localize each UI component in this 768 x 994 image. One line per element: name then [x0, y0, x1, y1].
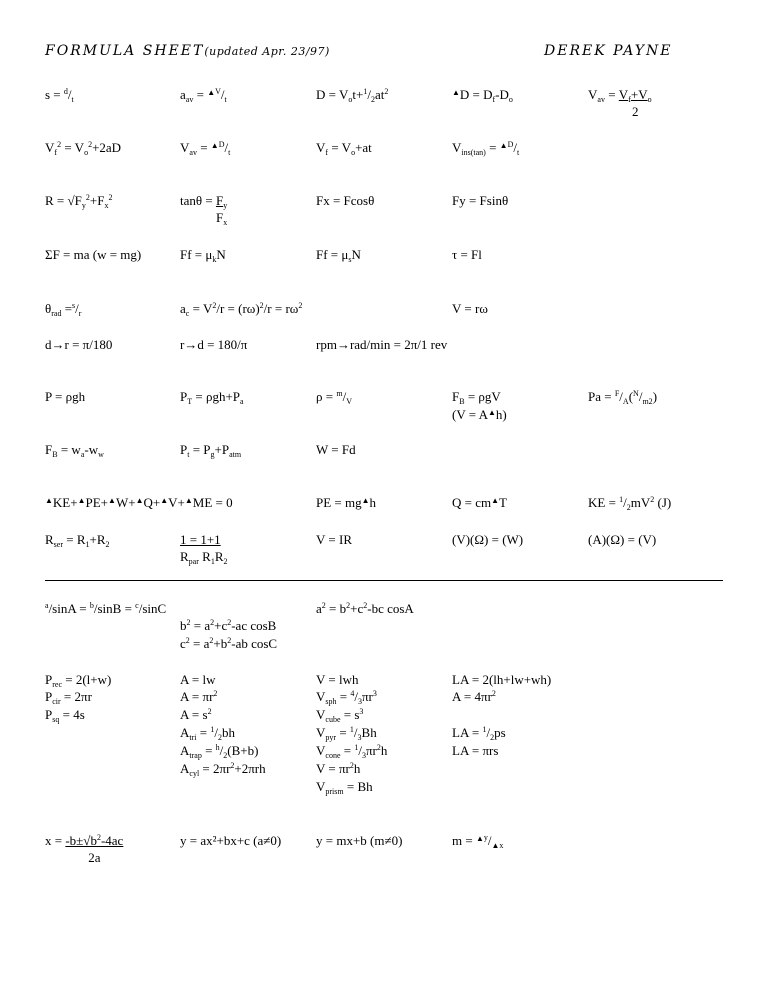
- formula-volume-cone: $V_{cone} = ^1/_3\pi r^2h$: [316, 743, 388, 760]
- formula-volume-cube: $V_{cube} = s^3$: [316, 707, 364, 724]
- formula-area-cylinder: $A_{cyl} = 2\pi r^2+2\pi rh$: [180, 761, 266, 778]
- formula-displacement: $D = V_ot+^1/_2at^2$: [316, 87, 389, 104]
- formula-volume-sphere: $V_{sph} = ^4/_3\pi r^3$: [316, 689, 377, 706]
- formula-slope: $m = ^{▲y}/_{▲x}$: [452, 833, 504, 850]
- updated-text: (updated Apr. 23/97): [204, 45, 330, 58]
- delta-triangle-icon: ▲: [499, 141, 508, 150]
- formula-perimeter-square: $P_{sq} = 4s$: [45, 707, 85, 724]
- section-divider: [45, 580, 723, 581]
- formula-series-resistance: $R_{ser} = R_1+R_2$: [45, 532, 110, 549]
- formula-area-square: $A = s^2$: [180, 707, 212, 722]
- formula-resultant: $R = √F_y^2+F_x^2$: [45, 193, 113, 210]
- formula-volume-box: V = lwh: [316, 672, 359, 687]
- formula-fx: Fx = Fcosθ: [316, 193, 375, 208]
- formula-sine-law: $^a$/sinA = $^b$/sinB = $^c$/sinC: [45, 601, 167, 616]
- formula-centripetal: $a_c = V^2/r = (r\omega)^2/r = r\omega^2$: [180, 301, 303, 318]
- formula-vf-squared: $V_f^2 = V_o^2+2aD$: [45, 140, 122, 157]
- formula-area-sphere: $A = 4\pi r^2$: [452, 689, 496, 704]
- formula-rad-to-deg: r→d = 180/π: [180, 337, 248, 352]
- formula-volume-pyramid: $V_{pyr} = ^1/_3Bh$: [316, 725, 377, 742]
- formula-total-pressure: $P_T = \rho gh+P_a$: [180, 389, 244, 406]
- formula-area-trapezoid: $A_{trap} = ^h/_2(B+b)$: [180, 743, 259, 760]
- delta-triangle-icon: ▲: [207, 88, 216, 97]
- formula-speed: $s = ^d/_t$: [45, 87, 74, 104]
- formula-buoyancy: $F_B = \rho gV$: [452, 389, 501, 406]
- delta-triangle-icon: ▲: [361, 496, 370, 505]
- sheet-title: [45, 44, 330, 58]
- formula-energy-conservation: ▲KE+▲PE+▲W+▲Q+▲V+▲ME = 0: [45, 495, 233, 510]
- formula-parallel-resistance: $\frac{1 = 1+1}{R_{par} R_1R_2}$: [180, 532, 228, 566]
- formula-cosine-law-c: $c^2 = a^2+b^2-ab$ cosC: [180, 636, 278, 651]
- formula-fy: Fy = Fsinθ: [452, 193, 509, 208]
- formula-parabola: y = ax²+bx+c (a≠0): [180, 833, 282, 848]
- formula-tangential-velocity: V = rω: [452, 301, 488, 316]
- formula-deg-to-rad: d→r = π/180: [45, 337, 113, 352]
- author-name: DEREK PAYNE: [544, 43, 673, 59]
- delta-triangle-icon: ▲: [491, 496, 500, 505]
- formula-kinetic-friction: $Ff = \mu_kN$: [180, 247, 226, 264]
- formula-work: W = Fd: [316, 442, 356, 457]
- formula-avg-velocity: $V_{av}$ = $\frac{V_f+V_o}{2}$: [588, 87, 652, 119]
- delta-triangle-icon: ▲: [475, 834, 484, 843]
- formula-line: y = mx+b (m≠0): [316, 833, 403, 848]
- delta-triangle-icon: ▲: [488, 408, 496, 417]
- formula-lateral-area-pyramid: LA = $^1/_2ps$: [452, 725, 506, 742]
- formula-pascal: $Pa = ^F/_A(^N/_{m2})$: [588, 389, 658, 406]
- formula-quadratic: x = $\frac{-b\pm√b^2-4ac}{2a}$: [45, 833, 124, 865]
- formula-units-voltage: (A)(Ω) = (V): [588, 532, 657, 547]
- formula-heat: Q = cm▲T: [452, 495, 507, 510]
- formula-cosine-law-b: $b^2 = a^2+c^2-ac$ cosB: [180, 618, 277, 633]
- formula-tan: tanθ = $\frac{F_y}{F_x}$: [180, 193, 228, 227]
- formula-static-friction: $Ff = \mu_sN$: [316, 247, 361, 264]
- formula-instant-velocity: $V_{ins(tan)} = ^{▲D}/_t$: [452, 140, 520, 157]
- formula-lateral-area-box: LA = 2(lh+lw+wh): [452, 672, 552, 687]
- formula-lateral-area-cone: LA = πrs: [452, 743, 499, 758]
- formula-avg-velocity-2: $V_{av} = ^{▲D}/_t$: [180, 140, 231, 157]
- delta-triangle-icon: ▲: [210, 141, 219, 150]
- formula-rpm: rpm→rad/min = 2π/1 rev: [316, 337, 448, 352]
- formula-delta-d: $^▲D = D_f-D_o$: [452, 87, 513, 104]
- formula-volume-prism: $V_{prism} = Bh$: [316, 779, 373, 796]
- formula-avg-accel: $a_{av} = ^{▲V}/_t$: [180, 87, 227, 104]
- title-text: FORMULA SHEET: [45, 43, 205, 59]
- formula-final-velocity: $V_f = V_o+at$: [316, 140, 372, 157]
- formula-volume-cylinder: $V = \pi r^2h$: [316, 761, 361, 776]
- formula-gauge-pressure: $P_t = P_g+P_{atm}$: [180, 442, 242, 459]
- formula-units-power: (V)(Ω) = (W): [452, 532, 524, 547]
- formula-perimeter-rect: $P_{rec} = 2(l+w)$: [45, 672, 112, 689]
- delta-triangle-icon: ▲: [452, 88, 460, 97]
- formula-potential-energy: PE = mg▲h: [316, 495, 377, 510]
- formula-net-force: ΣF = ma (w = mg): [45, 247, 142, 262]
- formula-cosine-law-a: $a^2 = b^2+c^2-bc$ cosA: [316, 601, 414, 616]
- formula-buoyancy-weight: $F_B = w_a-w_w$: [45, 442, 104, 459]
- formula-area-triangle: $A_{tri} = ^1/_2bh$: [180, 725, 235, 742]
- formula-area-rect: A = lw: [180, 672, 216, 687]
- formula-theta-rad: $\theta_{rad} =^s/_r$: [45, 301, 82, 318]
- formula-buoyancy-volume: (V = A▲h): [452, 407, 507, 422]
- formula-pressure: P = ρgh: [45, 389, 86, 404]
- formula-torque: τ = Fl: [452, 247, 482, 262]
- formula-perimeter-circle: $P_{cir} = 2\pi r$: [45, 689, 92, 706]
- formula-area-circle: $A = \pi r^2$: [180, 689, 218, 704]
- formula-kinetic-energy: KE = $^1/_2mV^2$ (J): [588, 495, 672, 512]
- formula-ohms-law: V = IR: [316, 532, 352, 547]
- formula-density: $\rho = ^m/_V$: [316, 389, 352, 406]
